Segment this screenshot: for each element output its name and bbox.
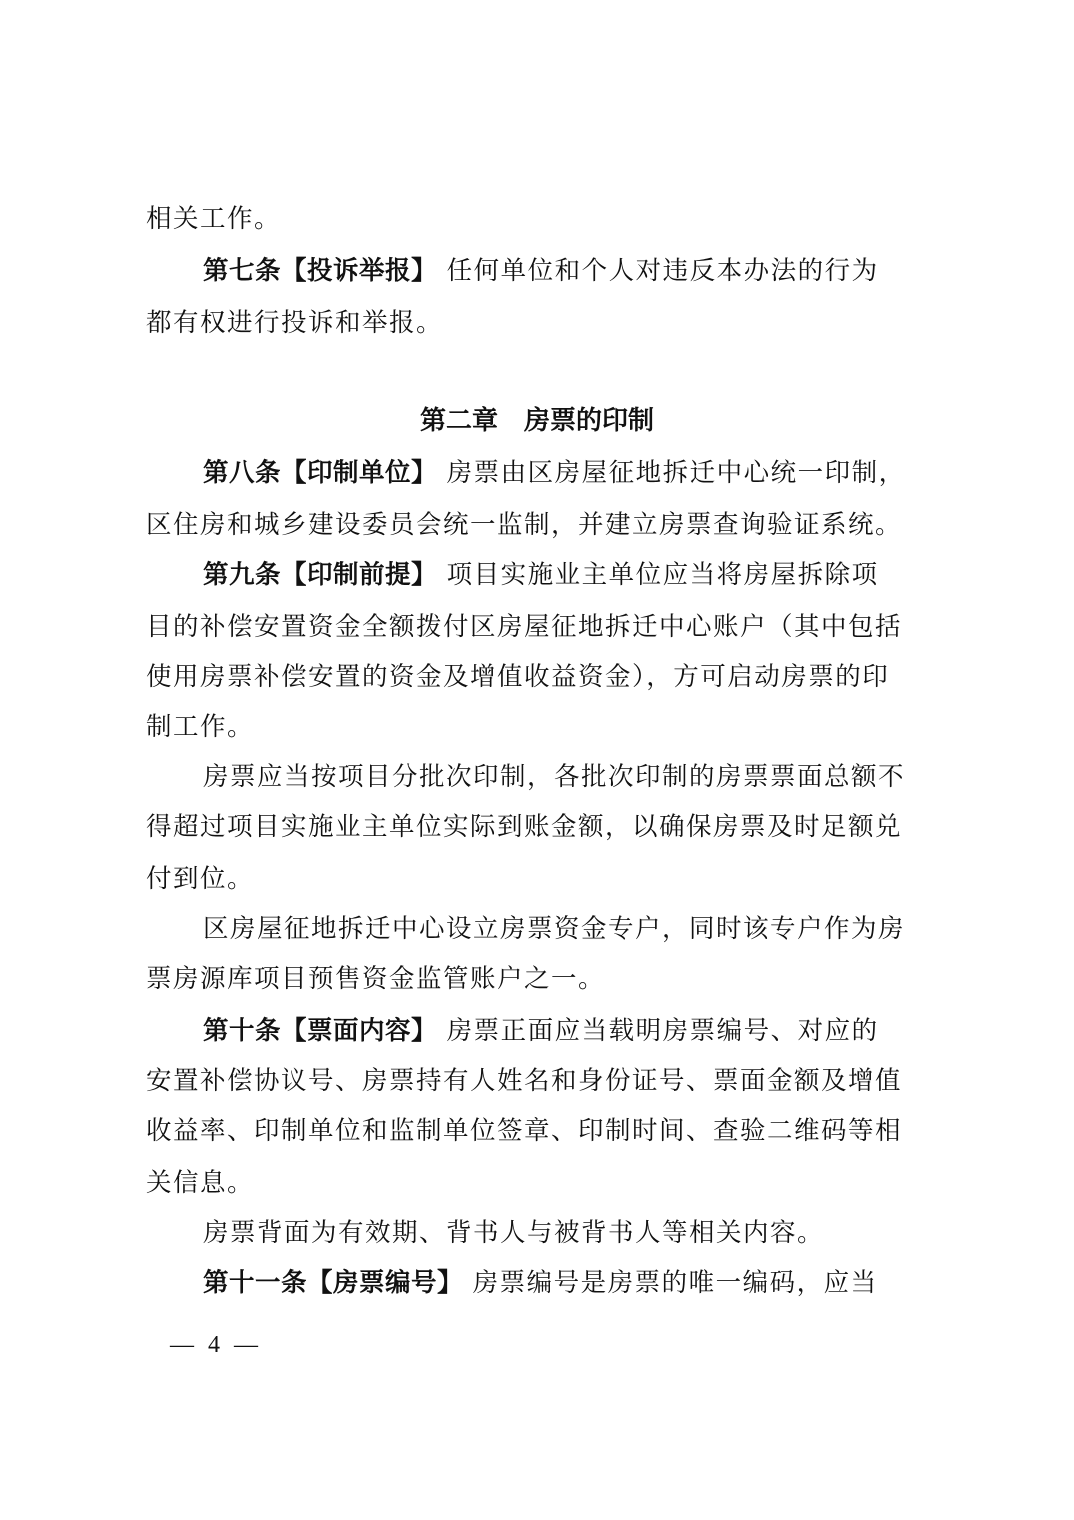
- page-number: — 4 —: [170, 1332, 262, 1358]
- paragraph-line: 收益率、印制单位和监制单位签章、印制时间、查验二维码等相: [146, 1116, 903, 1146]
- paragraph-line: 房票背面为有效期、背书人与被背书人等相关内容。: [203, 1218, 825, 1248]
- article-7-line: 第七条【投诉举报】 任何单位和个人对违反本办法的行为: [203, 256, 879, 286]
- paragraph-line: 目的补偿安置资金全额拨付区房屋征地拆迁中心账户（其中包括: [146, 612, 903, 642]
- paragraph-line: 安置补偿协议号、房票持有人姓名和身份证号、票面金额及增值: [146, 1066, 903, 1096]
- paragraph-line: 都有权进行投诉和举报。: [146, 308, 444, 338]
- article-heading: 第八条【印制单位】: [203, 458, 438, 488]
- article-10-line: 第十条【票面内容】 房票正面应当载明房票编号、对应的: [203, 1016, 879, 1046]
- paragraph-line: 票房源库项目预售资金监管账户之一。: [146, 964, 606, 994]
- paragraph-line: 相关工作。: [146, 204, 282, 234]
- article-9-line: 第九条【印制前提】 项目实施业主单位应当将房屋拆除项: [203, 560, 879, 590]
- article-heading: 第九条【印制前提】: [203, 560, 438, 590]
- paragraph-line: 区房屋征地拆迁中心设立房票资金专户，同时该专户作为房: [203, 914, 906, 944]
- paragraph-line: 房票应当按项目分批次印制，各批次印制的房票票面总额不: [203, 762, 906, 792]
- article-heading: 第十条【票面内容】: [203, 1016, 438, 1046]
- article-11-line: 第十一条【房票编号】 房票编号是房票的唯一编码，应当: [203, 1268, 878, 1298]
- paragraph-line: 区住房和城乡建设委员会统一监制，并建立房票查询验证系统。: [146, 510, 903, 540]
- chapter-title: 第二章 房票的印制: [419, 406, 654, 436]
- paragraph-line: 得超过项目实施业主单位实际到账金额，以确保房票及时足额兑: [146, 812, 903, 842]
- article-8-line: 第八条【印制单位】 房票由区房屋征地拆迁中心统一印制，: [203, 458, 906, 488]
- article-heading: 第七条【投诉举报】: [203, 256, 438, 286]
- article-heading: 第十一条【房票编号】: [203, 1268, 464, 1298]
- paragraph-line: 制工作。: [146, 712, 255, 742]
- paragraph-line: 使用房票补偿安置的资金及增值收益资金），方可启动房票的印: [146, 662, 890, 692]
- paragraph-line: 付到位。: [146, 864, 255, 894]
- paragraph-line: 关信息。: [146, 1168, 255, 1198]
